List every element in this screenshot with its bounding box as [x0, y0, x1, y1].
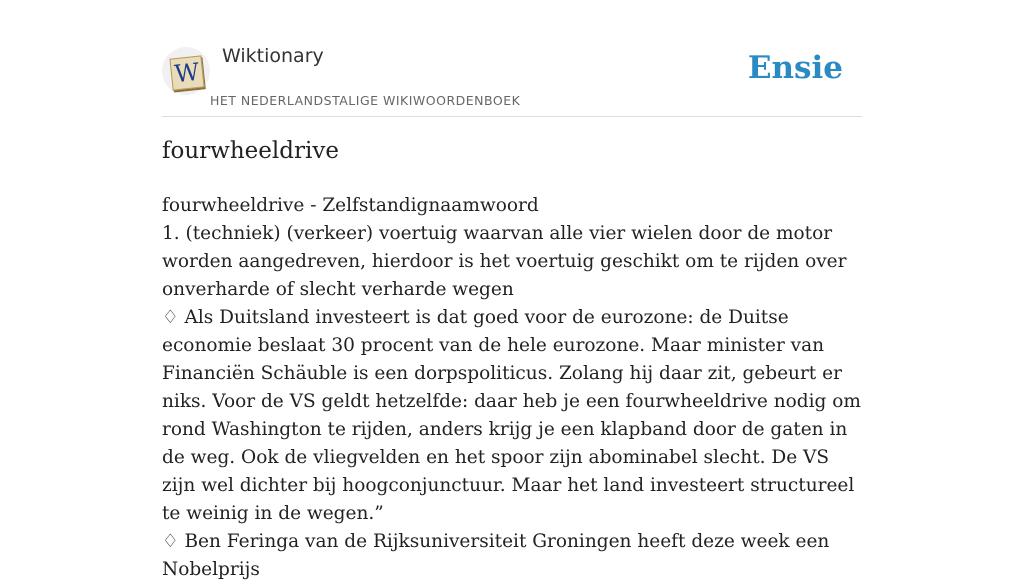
site-tagline: HET NEDERLANDSTALIGE WIKIWOORDENBOEK — [210, 93, 521, 108]
entry-heading: fourwheeldrive - Zelfstandignaamwoord — [162, 195, 539, 216]
entry-content — [162, 192, 867, 584]
site-name[interactable]: Wiktionary — [222, 45, 324, 67]
wiktionary-logo[interactable] — [162, 47, 210, 95]
page-title: fourwheeldrive — [162, 138, 339, 164]
ensie-brand-link[interactable]: Ensie — [747, 50, 843, 86]
site-header — [162, 40, 862, 117]
example-quote-2: ♢ Ben Feringa van de Rijksuniversiteit Groningen heeft deze week een Nobelprijs — [162, 531, 830, 580]
example-quote-1: ♢ Als Duitsland investeert is dat goed voor de eurozone: de Duitse economie beslaat 30 procent van de hele eurozone. Maar minister van Financiën Schäuble is een dorpspoliticus. Zolang hij daar zit, gebeurt er niks. Voor de VS geldt hetzelfde: daar heb je een fourwheeldrive nodig om rond Washington te rijden, anders krijg je een klapband door de gaten in de weg. Ook de vliegvelden en het spoor zijn abominabel slecht. De VS zijn wel dichter bij hoogconjunctuur. Maar het land investeert structureel te weinig in de wegen.” — [162, 307, 861, 524]
definition-1: 1. (techniek) (verkeer) voertuig waarvan alle vier wielen door de motor worden aangedreven, hierdoor is het voertuig geschikt om te rijden over onverharde of slecht verharde wegen — [162, 223, 847, 300]
wiktionary-logo-icon: W — [169, 55, 204, 90]
